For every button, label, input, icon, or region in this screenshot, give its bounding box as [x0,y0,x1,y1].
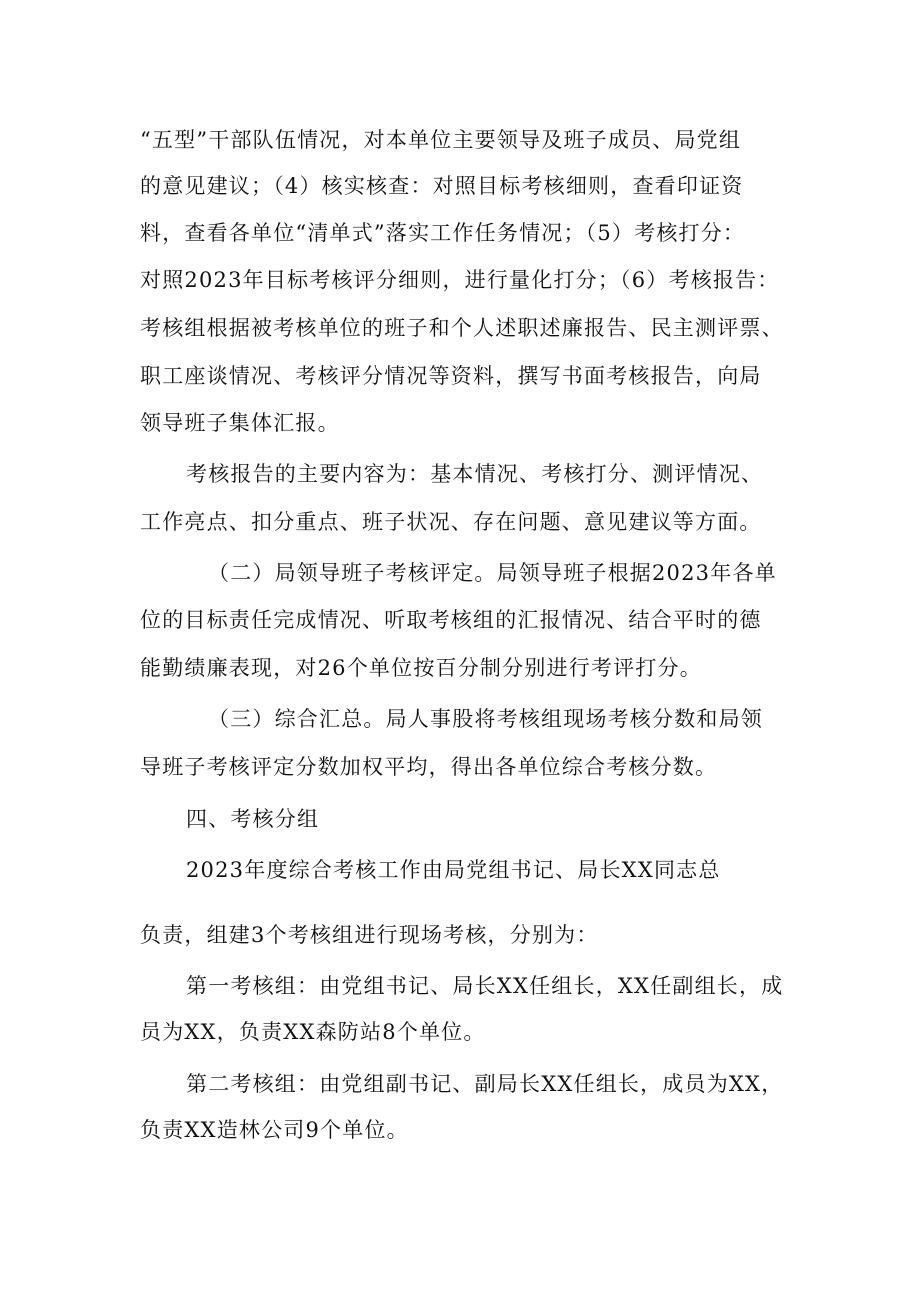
paragraph-line: 能勤绩廉表现，对26个单位按百分制分别进行考评打分。 [140,656,702,680]
section-heading-line: （三）综合汇总。局人事股将考核组现场考核分数和局领 [208,707,763,731]
paragraph-first-line: 考核报告的主要内容为：基本情况、考核打分、测评情况、 [186,462,764,486]
paragraph-first-line: 2023年度综合考核工作由局党组书记、局长XX同志总 [186,858,721,882]
section-title: 四、考核分组 [186,807,320,831]
paragraph-line: 导班子考核评定分数加权平均，得出各单位综合考核分数。 [140,755,718,779]
group-paragraph-line: 员为XX，负责XX森防站8个单位。 [140,1020,486,1044]
group-paragraph-first-line: 第二考核组：由党组副书记、副局长XX任组长，成员为XX， [186,1072,784,1096]
paragraph-line: 对照2023年目标考核评分细则，进行量化打分；（6）考核报告： [140,268,780,292]
paragraph-line: 工作亮点、扣分重点、班子状况、存在问题、意见建议等方面。 [140,510,762,534]
paragraph-line: “五型”干部队伍情况，对本单位主要领导及班子成员、局党组 [140,128,742,152]
group-paragraph-line: 负责XX造林公司9个单位。 [140,1118,409,1142]
paragraph-line: 负责，组建3个考核组进行现场考核，分别为： [140,923,599,947]
paragraph-line: 考核组根据被考核单位的班子和个人述职述廉报告、民主测评票、 [140,316,784,340]
paragraph-line: 领导班子集体汇报。 [140,411,340,435]
paragraph-line: 位的目标责任完成情况、听取考核组的汇报情况、结合平时的德 [140,608,762,632]
paragraph-line: 的意见建议；（4）核实核查：对照目标考核细则，查看印证资 [140,174,744,198]
group-paragraph-first-line: 第一考核组：由党组书记、局长XX任组长，XX任副组长，成 [186,974,784,998]
paragraph-line: 职工座谈情况、考核评分情况等资料，撰写书面考核报告，向局 [140,364,762,388]
paragraph-line: 料，查看各单位“清单式”落实工作任务情况；（5）考核打分： [140,221,746,245]
section-heading-line: （二）局领导班子考核评定。局领导班子根据2023年各单 [208,561,777,585]
